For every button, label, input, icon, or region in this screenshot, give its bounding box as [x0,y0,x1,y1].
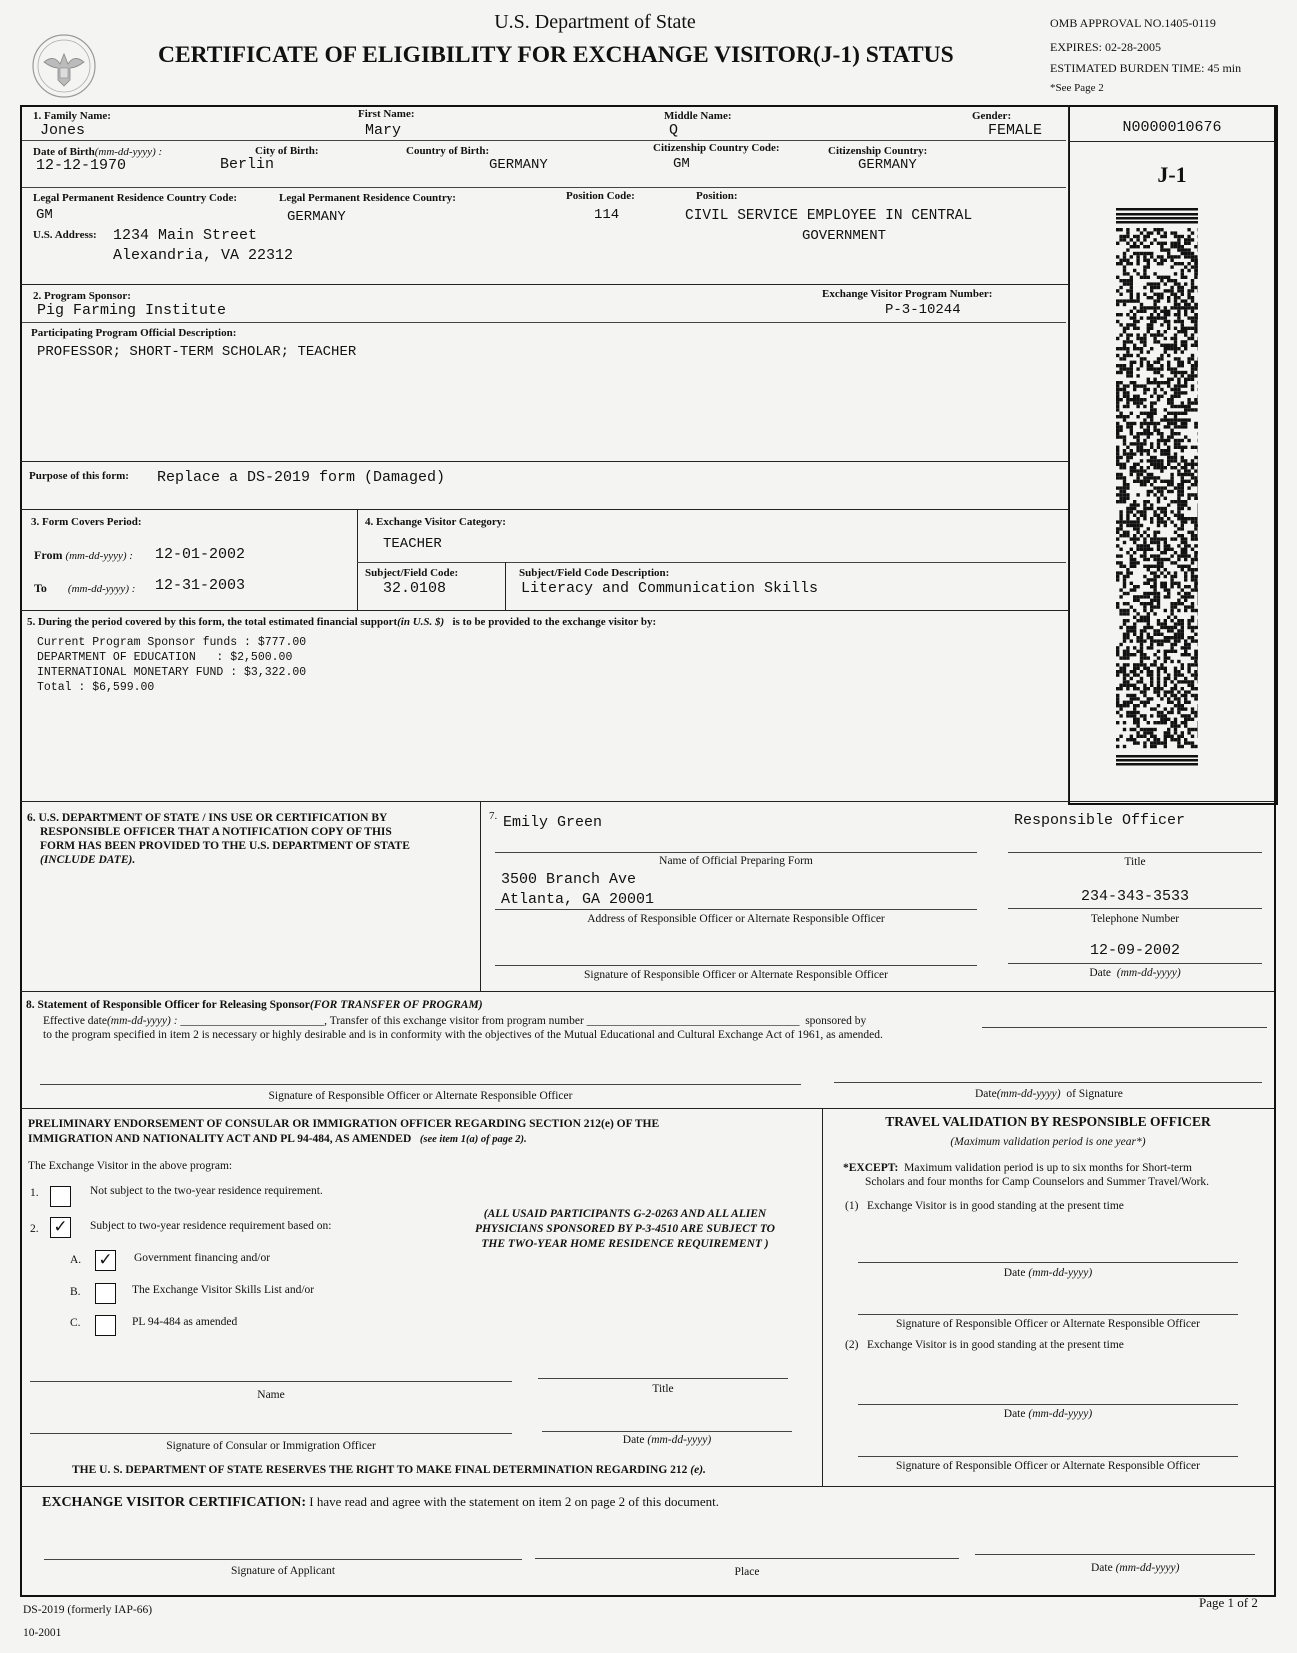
burden-time: ESTIMATED BURDEN TIME: 45 min [1050,61,1242,75]
official-name-line [495,852,977,853]
section3-bottom [20,610,1068,611]
section8-signature-line[interactable] [40,1084,801,1085]
sponsor-label: 2. Program Sponsor: [33,290,131,302]
birth-row-line [22,187,1066,188]
consular-signature-line[interactable] [30,1433,512,1434]
applicant-signature-line[interactable] [44,1559,522,1560]
sub-a-checkbox[interactable]: ✓ [95,1250,116,1271]
usaid-note-line1: (ALL USAID PARTICIPANTS G-2-0263 AND ALL ALIEN [483,1208,767,1220]
section6-7-divider [480,801,481,991]
officer-date-label: Date (mm-dd-yyyy) [1089,967,1181,979]
from-label: From (mm-dd-yyyy) : [34,548,133,562]
citizenship-code-label: Citizenship Country Code: [653,142,780,154]
travel-date2-label: Date (mm-dd-yyyy) [1003,1408,1093,1420]
position-code-value: 114 [594,207,620,223]
officer-address-line2: Atlanta, GA 20001 [501,891,655,908]
field-description-value: Literacy and Communication Skills [521,580,819,597]
funding-line-1: Current Program Sponsor funds : $777.00 [37,636,307,649]
sponsor-row-line [22,322,1066,323]
lpr-code-label: Legal Permanent Residence Country Code: [33,192,238,204]
section8-signature-label: Signature of Responsible Officer or Alternate Responsible Officer [268,1090,573,1102]
place-label: Place [734,1566,760,1578]
sponsor-value: Pig Farming Institute [37,302,227,319]
endorsement-title-line1: PRELIMINARY ENDORSEMENT OF CONSULAR OR IMMIGRATION OFFICER REGARDING SECTION 212(e) OF THE [28,1118,660,1130]
lpr-country-label: Legal Permanent Residence Country: [279,192,456,204]
name-row-line [22,140,1066,141]
option1-label: Not subject to the two-year residence requirement. [90,1185,323,1197]
officer-name-label: Name [257,1389,285,1401]
travel-item2: (2) Exchange Visitor is in good standing at the present time [845,1339,1124,1351]
section8-bottom [20,1108,1274,1109]
eagle-seal-icon [30,32,98,100]
first-name-value: Mary [365,122,402,139]
section8-label: 8. Statement of Responsible Officer for Releasing Sponsor(FOR TRANSFER OF PROGRAM) [26,999,483,1011]
option2-label: Subject to two-year residence requirement based on: [90,1220,332,1232]
omb-approval: OMB APPROVAL NO.1405-0119 [1050,16,1216,30]
officer-title-label: Title [1124,856,1146,868]
officer-address-label: Address of Responsible Officer or Alternate Responsible Officer [587,913,885,925]
middle-name-value: Q [669,122,679,139]
field-code-label: Subject/Field Code: [365,567,459,579]
program-description-value: PROFESSOR; SHORT-TERM SCHOLAR; TEACHER [37,344,357,360]
funding-line-2: DEPARTMENT OF EDUCATION : $2,500.00 [37,651,293,664]
covers-period-label: 3. Form Covers Period: [31,516,142,528]
travel-date1-line[interactable] [858,1262,1238,1263]
sub-a-letter: A. [70,1254,82,1266]
section8-date-line [834,1082,1262,1083]
form-date: 10-2001 [23,1627,62,1639]
sevis-id: N0000010676 [1122,119,1222,136]
officer-title-value: Responsible Officer [1014,812,1186,829]
travel-signature1-label: Signature of Responsible Officer or Alternate Responsible Officer [896,1318,1200,1330]
program-description-label: Participating Program Official Description: [31,327,237,339]
officer-phone-line [1008,908,1262,909]
travel-title: TRAVEL VALIDATION BY RESPONSIBLE OFFICER [885,1114,1211,1129]
us-address-line1: 1234 Main Street [113,227,258,244]
financial-support-label: 5. During the period covered by this form, the total estimated financial support(in U.S. $) is to be provided to the exchange visitor by: [27,616,657,628]
consular-date-label: Date (mm-dd-yyyy) [622,1434,712,1446]
applicant-signature-label: Signature of Applicant [230,1565,336,1577]
middle-name-label: Middle Name: [664,110,732,122]
family-name-label: 1. Family Name: [33,110,111,122]
travel-date1-label: Date (mm-dd-yyyy) [1003,1267,1093,1279]
funding-total: Total : $6,599.00 [37,681,155,694]
lpr-code-value: GM [36,207,53,223]
citizenship-country-label: Citizenship Country: [828,145,928,157]
program-number-value: P-3-10244 [885,302,961,318]
official-name-value: Emily Green [503,814,603,831]
sub-c-letter: C. [70,1317,81,1329]
citizenship-code-value: GM [673,156,690,172]
dob-label: Date of Birth(mm-dd-yyyy) : [33,146,163,158]
see-page-note: *See Page 2 [1050,82,1104,94]
from-date: 12-01-2002 [155,546,246,563]
reserve-statement: THE U. S. DEPARTMENT OF STATE RESERVES THE RIGHT TO MAKE FINAL DETERMINATION REGARDING 212 (e). [72,1464,706,1476]
funding-line-3: INTERNATIONAL MONETARY FUND : $3,322.00 [37,666,307,679]
page-title: CERTIFICATE OF ELIGIBILITY FOR EXCHANGE VISITOR(J-1) STATUS [158,42,954,68]
country-birth-value: GERMANY [489,157,548,173]
program-number-label: Exchange Visitor Program Number: [822,288,993,300]
section3-4-divider [357,509,358,610]
sub-c-label: PL 94-484 as amended [132,1316,238,1328]
sub-b-letter: B. [70,1286,81,1298]
section8-statement: to the program specified in item 2 is necessary or highly desirable and is in conformity with the objectives of the Mutual Educational and Cultural Exchange Act of 1961, as amended. [43,1029,883,1041]
sub-b-label: The Exchange Visitor Skills List and/or [132,1284,315,1296]
usaid-note-line2: PHYSICIANS SPONSORED BY P-3-4510 ARE SUBJECT TO [475,1223,775,1235]
department-seal [30,32,98,100]
first-name-label: First Name: [358,108,415,120]
sponsored-by-line [982,1027,1267,1028]
section7-bottom [20,991,1274,992]
to-date: 12-31-2003 [155,577,246,594]
usaid-note-line3: THE TWO-YEAR HOME RESIDENCE REQUIREMENT ) [481,1238,769,1250]
section7-number: 7. [489,810,498,822]
option2-number: 2. [30,1223,39,1235]
sub-c-checkbox[interactable] [95,1315,116,1336]
purpose-bottom [20,509,1068,510]
travel-item1: (1) Exchange Visitor is in good standing at the present time [845,1200,1124,1212]
officer-address-line [495,909,977,910]
section8-effective: Effective date(mm-dd-yyyy) : _________________________, Transfer of this exchange visitor from program number _____________________________________ sponsored by [43,1015,867,1027]
officer-signature-label: Signature of Responsible Officer or Alternate Responsible Officer [584,969,888,981]
position-value-line1: CIVIL SERVICE EMPLOYEE IN CENTRAL [685,208,973,224]
section5-bottom [20,801,1274,802]
applicant-date-label: Date (mm-dd-yyyy) [1091,1562,1180,1574]
endorsement-title-line2: IMMIGRATION AND NATIONALITY ACT AND PL 94-484, AS AMENDED (see item 1(a) of page 2). [28,1133,527,1145]
section2-bottom [20,461,1068,462]
consular-title-line[interactable] [538,1378,788,1379]
us-address-label: U.S. Address: [33,229,97,241]
applicant-date-line[interactable] [975,1554,1255,1555]
us-address-line2: Alexandria, VA 22312 [113,247,294,264]
section8-date-label: Date(mm-dd-yyyy) of Signature [975,1088,1123,1100]
endorsement-bottom [20,1486,1274,1487]
option1-checkbox[interactable] [50,1186,71,1207]
endorsement-travel-divider [822,1108,823,1486]
endorsement-intro: The Exchange Visitor in the above program: [28,1160,233,1172]
travel-except-line2: Scholars and four months for Camp Counselors and Summer Travel/Work. [865,1176,1210,1188]
travel-subtitle: (Maximum validation period is one year*) [950,1136,1146,1148]
sub-a-label: Government financing and/or [134,1252,271,1264]
city-label: City of Birth: [255,145,319,157]
gender-value: FEMALE [988,122,1043,139]
country-birth-label: Country of Birth: [406,145,490,157]
section6-line1: 6. U.S. DEPARTMENT OF STATE / INS USE OR CERTIFICATION BY [27,812,388,824]
position-code-label: Position Code: [566,190,635,202]
expires: EXPIRES: 02-28-2005 [1050,40,1161,54]
consular-signature-label: Signature of Consular or Immigration Officer [166,1440,376,1452]
officer-signature-line[interactable] [495,965,977,966]
position-value-line2: GOVERNMENT [802,228,887,244]
option2-checkbox[interactable]: ✓ [50,1217,71,1238]
travel-except: *EXCEPT: Maximum validation period is up to six months for Short-term [843,1162,1192,1174]
officer-date-line [1008,963,1262,964]
officer-name-line[interactable] [30,1381,512,1382]
visa-type: J-1 [1157,162,1187,187]
official-name-label: Name of Official Preparing Form [659,855,813,867]
field-code-divider [505,562,506,610]
citizenship-country-value: GERMANY [858,157,917,173]
visitor-category-value: TEACHER [383,536,442,552]
consular-title-label: Title [652,1383,674,1395]
officer-date-value: 12-09-2002 [1089,942,1180,959]
officer-phone-value: 234-343-3533 [1080,888,1190,905]
family-name-value: Jones [40,122,86,139]
officer-phone-label: Telephone Number [1090,913,1180,925]
section6-line4: (INCLUDE DATE). [40,854,136,866]
place-line[interactable] [535,1558,959,1559]
section6-line3: FORM HAS BEEN PROVIDED TO THE U.S. DEPARTMENT OF STATE [40,840,410,852]
sub-b-checkbox[interactable] [95,1283,116,1304]
to-label: To (mm-dd-yyyy) : [34,581,136,595]
lpr-country-value: GERMANY [287,209,346,225]
consular-date-line[interactable] [542,1431,792,1432]
officer-title-line [1008,852,1262,853]
category-row-line [357,562,1066,563]
field-description-label: Subject/Field Code Description: [519,567,670,579]
certification-statement: EXCHANGE VISITOR CERTIFICATION: I have read and agree with the statement on item 2 on page 2 of this document. [42,1494,719,1510]
section6-line2: RESPONSIBLE OFFICER THAT A NOTIFICATION COPY OF THIS [40,826,392,838]
city-value: Berlin [220,156,275,173]
main-right-border [1068,105,1069,801]
position-label: Position: [696,190,738,202]
option1-number: 1. [30,1187,39,1199]
field-code-value: 32.0108 [383,580,447,597]
page-number: Page 1 of 2 [1199,1595,1258,1610]
purpose-label: Purpose of this form: [29,470,129,482]
section1-bottom [20,284,1068,285]
department-name: U.S. Department of State [494,11,696,33]
travel-signature2-label: Signature of Responsible Officer or Alternate Responsible Officer [896,1460,1200,1472]
dob-value: 12-12-1970 [36,157,127,174]
travel-signature2-line[interactable] [858,1456,1238,1457]
travel-date2-line[interactable] [858,1404,1238,1405]
officer-address-line1: 3500 Branch Ave [501,871,637,888]
purpose-value: Replace a DS-2019 form (Damaged) [157,469,446,486]
form-id: DS-2019 (formerly IAP-66) [23,1604,153,1616]
travel-signature1-line[interactable] [858,1314,1238,1315]
visitor-category-label: 4. Exchange Visitor Category: [365,516,506,528]
gender-label: Gender: [972,110,1012,122]
